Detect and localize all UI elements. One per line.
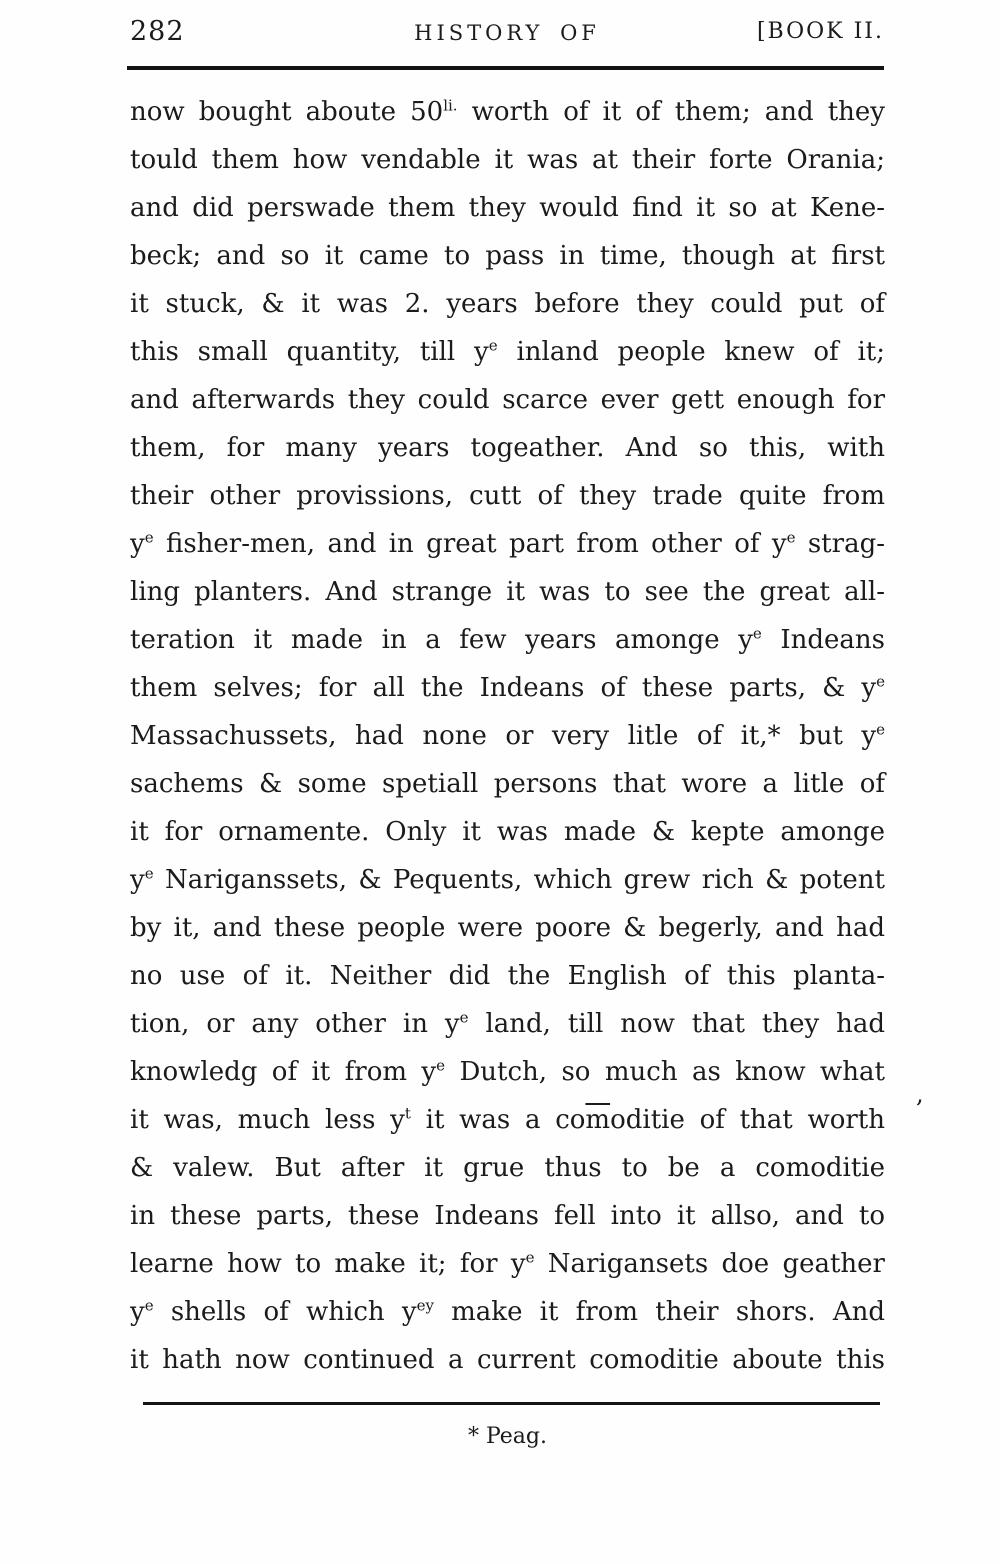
header-rule [127,66,884,70]
superscript-abbreviation: e [144,864,154,883]
text-line: beck; and so it came to pass in time, though at first [130,241,885,271]
superscript-abbreviation: e [459,1008,469,1027]
running-title: HISTORY OF [414,21,600,45]
text-line: no use of it. Neither did the English of this planta- [130,961,885,991]
text-line: Massachussets, had none or very litle of it,* but $y^e$ [130,720,885,751]
superscript-abbreviation: ey [416,1296,434,1315]
page-body [130,88,885,1384]
text-line: their other provissions, cutt of they trade quite from [130,481,885,511]
text-line: knowledg of it from $y^e$ Dutch, so much as know what [130,1056,886,1087]
margin-ink-mark: , [916,1080,924,1108]
text-line: tion, or any other in $y^e$ land, till now that they had [130,1008,886,1039]
superscript-abbreviation: li. [443,96,458,115]
text-line: and afterwards they could scarce ever gett enough for [130,385,885,415]
text-line: $y^e$ shells of which $y^{ey}$ make it from their shors. And [130,1296,885,1327]
superscript-abbreviation: e [144,528,154,547]
text-line: them, for many years togeather. And so this, with [130,433,885,463]
text-line: in these parts, these Indeans fell into it allso, and to [130,1201,885,1231]
superscript-abbreviation: e [488,336,498,355]
superscript-abbreviation: e [144,1296,154,1315]
text-line: teration it made in a few years amonge $y^e$ Indeans [130,624,885,655]
text-line: it stuck, & it was 2. years before they could put of [130,289,885,319]
text-line: and did perswade them they would find it so at Kene- [130,193,885,223]
text-line: ling planters. And strange it was to see the great all- [130,577,885,607]
macron-letter: $\overline{m}$ [585,1105,611,1135]
text-line: tould them how vendable it was at their forte Orania; [130,145,885,175]
text-line: now bought aboute $50^{li.}$ worth of it of them; and they [130,96,885,127]
text-line: it for ornamente. Only it was made & kepte amonge [130,817,885,847]
book-label: [BOOK II. [756,19,884,44]
superscript-abbreviation: e [786,528,796,547]
text-line: them selves; for all the Indeans of these parts, & $y^e$ [130,672,885,703]
text-line: it was, much less $y^t$ it was a $co\overline{m}oditie$ of that worth [130,1104,885,1135]
text-line: this small quantity, till $y^e$ inland people knew of it; [130,336,886,367]
text-line: $y^e$ fisher-men, and in great part from other of $y^e$ strag- [130,528,885,559]
text-line: sachems & some spetiall persons that wore a litle of [130,769,885,799]
footnote-rule [143,1402,880,1405]
superscript-abbreviation: e [876,672,885,691]
page-number: 282 [130,16,185,47]
text-line: $y^e$ Nariganssets, & Pequents, which grew rich & potent [130,864,885,895]
superscript-abbreviation: e [752,624,762,643]
page-header [130,14,884,50]
text-line: by it, and these people were poore & begerly, and had [130,913,885,943]
superscript-abbreviation: e [436,1056,446,1075]
text-line: it hath now continued a current comoditie aboute this [130,1345,885,1375]
text-line: & valew. But after it grue thus to be a comoditie [130,1153,885,1183]
superscript-abbreviation: t [404,1104,411,1123]
superscript-abbreviation: e [525,1248,535,1267]
footnote: * Peag. [467,1424,548,1449]
superscript-abbreviation: e [876,720,885,739]
text-line: learne how to make it; for $y^e$ Narigansets doe geather [130,1248,885,1279]
